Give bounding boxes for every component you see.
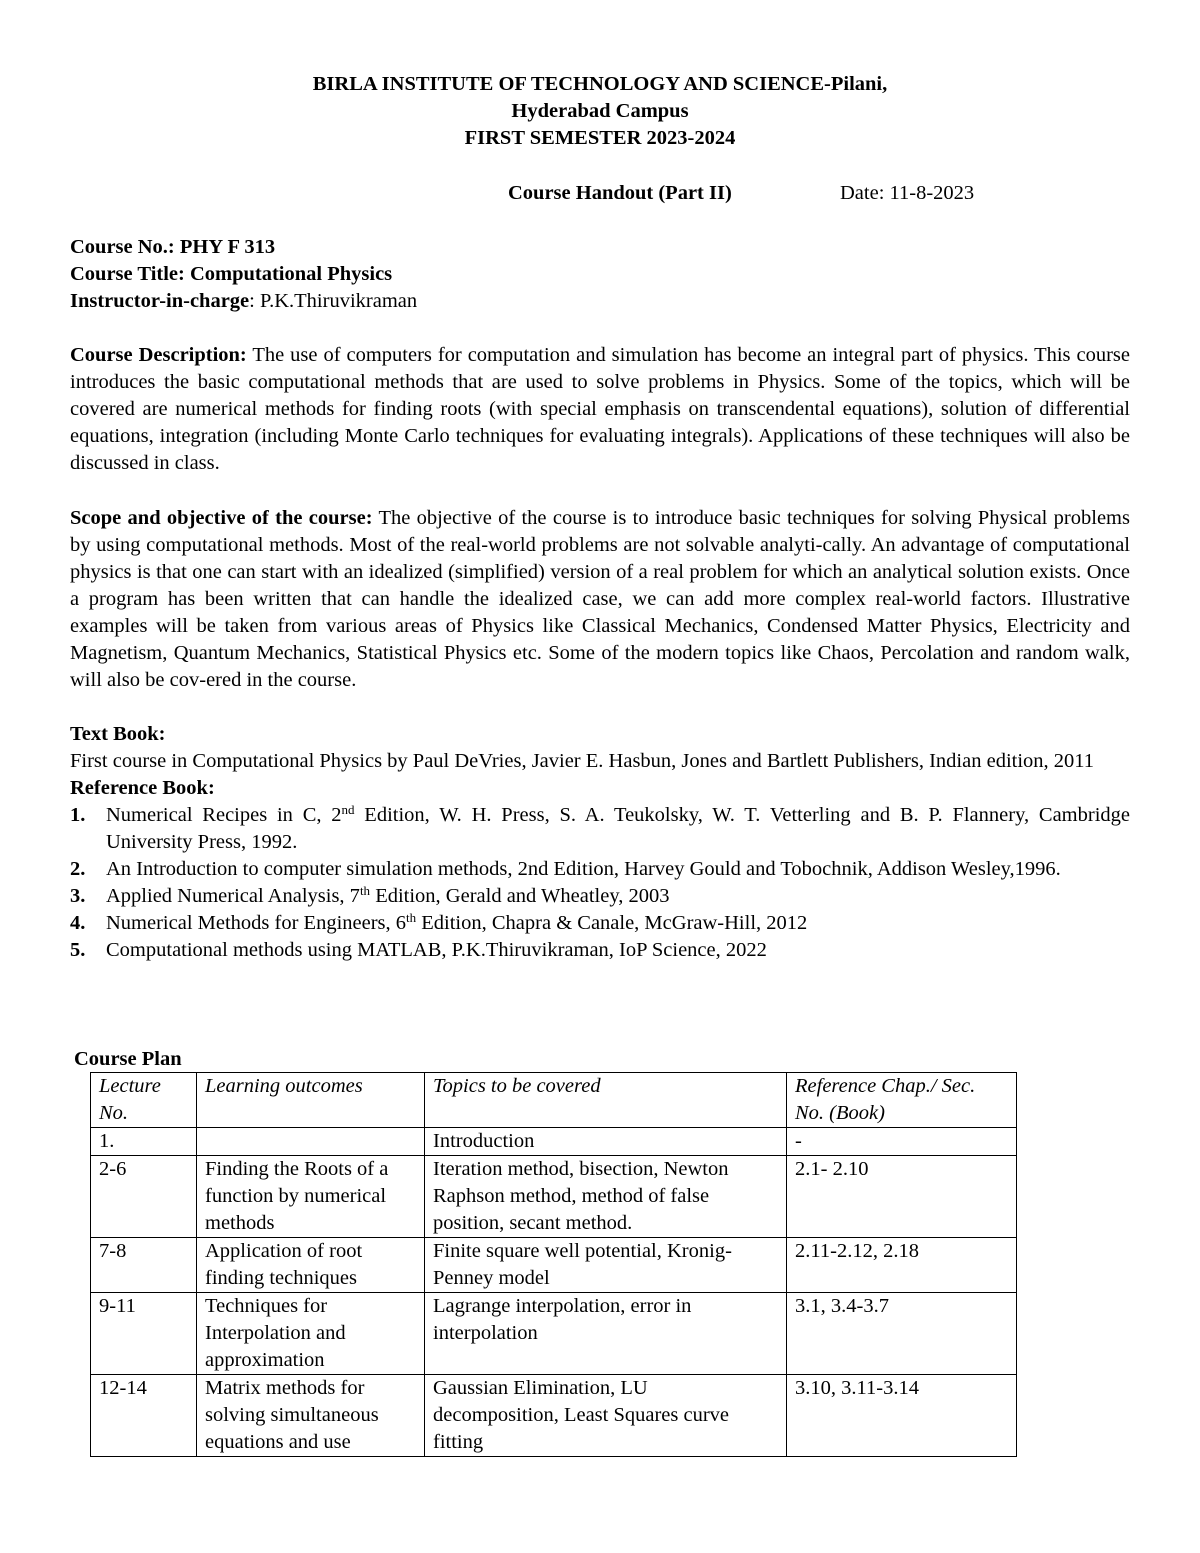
handout-title: Course Handout (Part II) xyxy=(508,182,732,204)
header-lecture: Lecture No. xyxy=(91,1073,197,1128)
outcomes-cell: Application of root finding techniques xyxy=(197,1238,425,1293)
lecture-cell: 7-8 xyxy=(91,1238,197,1293)
table-row xyxy=(91,1375,1017,1457)
topics-cell: Iteration method, bisection, Newton Raphson method, method of false position, secant method. xyxy=(425,1156,787,1238)
topics-cell: Gaussian Elimination, LU decomposition, Least Squares curve fitting xyxy=(425,1375,787,1457)
books-section xyxy=(70,721,1130,964)
campus-name: Hyderabad Campus xyxy=(511,100,689,122)
topics-cell: Introduction xyxy=(425,1128,787,1156)
lecture-cell: 12-14 xyxy=(91,1375,197,1457)
reference-cell: - xyxy=(787,1128,1017,1156)
topics-cell: Finite square well potential, Kronig-Penney model xyxy=(425,1238,787,1293)
course-scope-label: Scope and objective of the course: xyxy=(70,507,373,529)
course-description-text: The use of computers for computation and simulation has become an integral part of physics. This course introduces the basic computational methods that are used to solve problems in Physics. Some of the topics, which will be covered are numerical methods for finding roots (with special emphasis on transcendental equations), solution of differential equations, integration (including Monte Carlo techniques for evaluating integrals). Applications of these techniques will also be discussed in class. xyxy=(70,344,1130,474)
textbook-text: First course in Computational Physics by Paul DeVries, Javier E. Hasbun, Jones and Bartlett Publishers, Indian edition, 2011 xyxy=(70,750,1095,772)
outcomes-cell: Techniques for Interpolation and approximation xyxy=(197,1293,425,1375)
reference-item: 2. An Introduction to computer simulation methods, 2nd Edition, Harvey Gould and Tobochnik, Addison Wesley,1996. xyxy=(70,858,1061,880)
course-number xyxy=(70,234,1130,261)
table-row xyxy=(91,1238,1017,1293)
reference-item: 1. Numerical Recipes in C, 2nd Edition, W. H. Press, S. A. Teukolsky, W. T. Vetterling and B. P. Flannery, Cambridge University Press, 1992. xyxy=(70,802,1130,853)
outcomes-cell: Finding the Roots of a function by numerical methods xyxy=(197,1156,425,1238)
course-description xyxy=(70,342,1130,477)
table-row xyxy=(91,1156,1017,1238)
course-meta xyxy=(70,234,1130,315)
topics-cell: Lagrange interpolation, error in interpolation xyxy=(425,1293,787,1375)
institute-header xyxy=(0,71,1200,152)
reference-item: 5. Computational methods using MATLAB, P.K.Thiruvikraman, IoP Science, 2022 xyxy=(70,939,767,961)
reference-cell: 2.11-2.12, 2.18 xyxy=(787,1238,1017,1293)
reference-cell: 2.1- 2.10 xyxy=(787,1156,1017,1238)
textbook-heading: Text Book: xyxy=(70,723,166,745)
instructor xyxy=(70,288,1130,315)
lecture-cell: 2-6 xyxy=(91,1156,197,1238)
course-plan-title: Course Plan xyxy=(74,1048,182,1070)
handout-date: Date: 11-8-2023 xyxy=(840,182,975,204)
course-title-value: Computational Physics xyxy=(189,263,393,285)
reference-list xyxy=(70,802,1130,964)
reference-heading: Reference Book: xyxy=(70,777,215,799)
course-scope-text: The objective of the course is to introduce basic techniques for solving Physical problems by using computational methods. Most of the real-world problems are not solvable analyti-cally. An advantage of computational physics is that one can start with an idealized (simplified) version of a real problem for which an analytical solution exists. Once a program has been written that can handle the idealized case, we can add more complex real-world factors. Illustrative examples will be taken from various areas of Physics like Classical Mechanics, Condensed Matter Physics, Electricity and Magnetism, Quantum Mechanics, Statistical Physics etc. Some of the modern topics like Chaos, Percolation and random walk, will also be cov-ered in the course. xyxy=(70,507,1130,691)
course-number-value: PHY F 313 xyxy=(179,236,276,258)
course-number-label: Course No.: xyxy=(70,236,175,258)
instructor-label: Instructor-in-charge xyxy=(70,290,250,312)
course-scope xyxy=(70,505,1130,694)
course-title-label: Course Title: xyxy=(70,263,185,285)
semester: FIRST SEMESTER 2023-2024 xyxy=(464,127,736,149)
reference-item: 4. Numerical Methods for Engineers, 6th Edition, Chapra & Canale, McGraw-Hill, 2012 xyxy=(70,910,808,934)
outcomes-cell: Matrix methods for solving simultaneous equations and use xyxy=(197,1375,425,1457)
lecture-cell: 9-11 xyxy=(91,1293,197,1375)
table-row xyxy=(91,1128,1017,1156)
table-row xyxy=(91,1293,1017,1375)
outcomes-cell xyxy=(197,1128,425,1156)
handout-row xyxy=(0,180,1200,207)
lecture-cell: 1. xyxy=(91,1128,197,1156)
header-topics: Topics to be covered xyxy=(425,1073,787,1128)
course-title xyxy=(70,261,1130,288)
course-plan-table xyxy=(90,1072,1017,1457)
instructor-value: : P.K.Thiruvikraman xyxy=(249,290,418,312)
course-description-label: Course Description: xyxy=(70,344,247,366)
reference-cell: 3.1, 3.4-3.7 xyxy=(787,1293,1017,1375)
header-reference: Reference Chap./ Sec. No. (Book) xyxy=(787,1073,1017,1128)
table-header-row xyxy=(91,1073,1017,1128)
header-outcomes: Learning outcomes xyxy=(197,1073,425,1128)
reference-item: 3. Applied Numerical Analysis, 7th Edition, Gerald and Wheatley, 2003 xyxy=(70,883,670,907)
institute-name: BIRLA INSTITUTE OF TECHNOLOGY AND SCIENCE-Pilani, xyxy=(312,73,888,95)
reference-cell: 3.10, 3.11-3.14 xyxy=(787,1375,1017,1457)
